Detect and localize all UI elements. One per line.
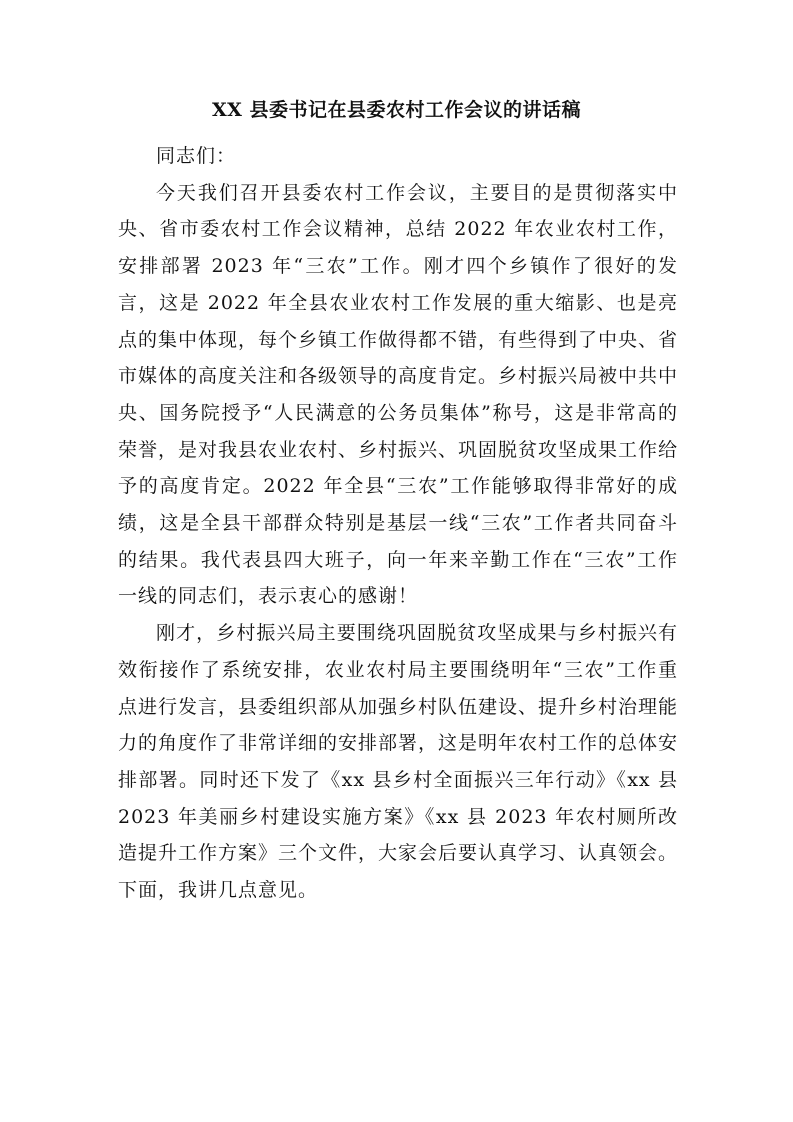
paragraph-1: 今天我们召开县委农村工作会议，主要目的是贯彻落实中央、省市委农村工作会议精神，总结 2022 年农业农村工作，安排部署 2023 年“三农”工作。刚才四个乡镇作了很好的发言，这是 2022 年全县农业农村工作发展的重大缩影、也是亮点的集中体现，每个乡镇工作做得都不错，有些得到了中央、省市媒体的高度关注和各级领导的高度肯定。乡村振兴局被中共中央、国务院授予“人民满意的公务员集体”称号，这是非常高的荣誉，是对我县农业农村、乡村振兴、巩固脱贫攻坚成果工作给予的高度肯定。2022 年全县“三农”工作能够取得非常好的成绩，这是全县干部群众特别是基层一线“三农”工作者共同奋斗的结果。我代表县四大班子，向一年来辛勤工作在“三农”工作一线的同志们，表示衷心的感谢！ bbox=[118, 181, 679, 608]
salutation: 同志们： bbox=[156, 145, 237, 167]
document-body bbox=[118, 138, 678, 909]
document-title: XX 县委书记在县委农村工作会议的讲话稿 bbox=[211, 99, 582, 121]
paragraph-2: 刚才，乡村振兴局主要围绕巩固脱贫攻坚成果与乡村振兴有效衔接作了系统安排，农业农村局主要围绕明年“三农”工作重点进行发言，县委组织部从加强乡村队伍建设、提升乡村治理能力的角度作了非常详细的安排部署，这是明年农村工作的总体安排部署。同时还下发了《xx 县乡村全面振兴三年行动》《xx 县 2023 年美丽乡村建设实施方案》《xx 县 2023 年农村厕所改造提升工作方案》三个文件，大家会后要认真学习、认真领会。下面，我讲几点意见。 bbox=[118, 622, 679, 902]
